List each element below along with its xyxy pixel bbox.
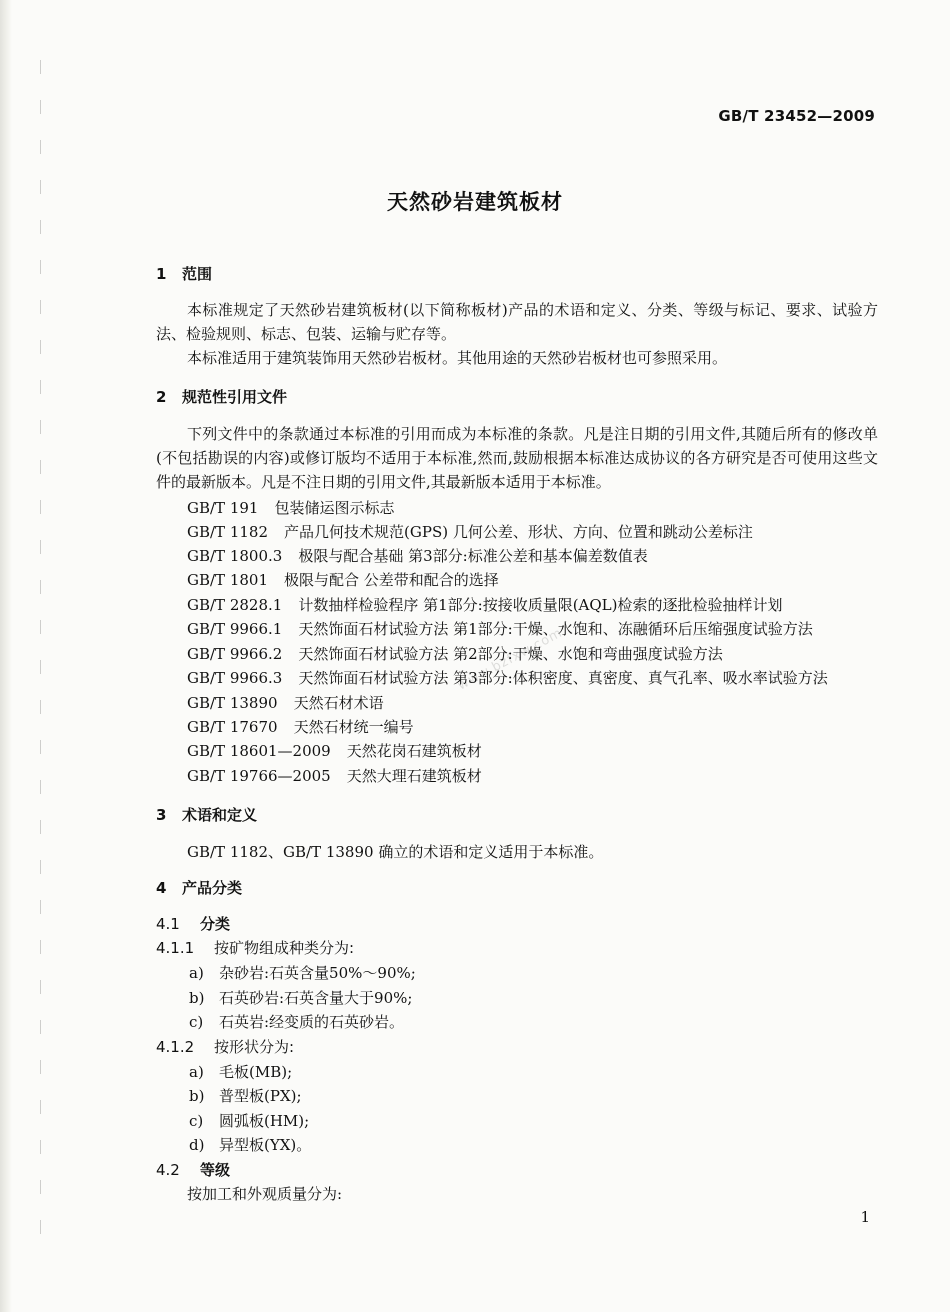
reference-code: GB/T 9966.2 [187, 645, 283, 663]
section-title: 按形状分为: [214, 1038, 295, 1056]
list-item-text: 石英砂岩:石英含量大于90%; [219, 989, 413, 1007]
list-item-label: b) [189, 989, 205, 1007]
list-item-label: d) [189, 1136, 205, 1154]
document-title: 天然砂岩建筑板材 [387, 190, 563, 214]
section-4-2-heading [156, 1159, 230, 1180]
list-item-text: 石英岩:经变质的石英砂岩。 [219, 1013, 405, 1031]
reference-item [187, 545, 648, 566]
section-number: 2 [156, 388, 167, 406]
section-title: 产品分类 [182, 879, 243, 897]
section-number: 3 [156, 806, 167, 824]
reference-item [187, 643, 723, 664]
page-number: 1 [860, 1208, 870, 1226]
reference-code: GB/T 9966.1 [187, 620, 283, 638]
reference-title: 天然饰面石材试验方法 第1部分:干燥、水饱和、冻融循环后压缩强度试验方法 [298, 620, 813, 638]
reference-code: GB/T 1182 [187, 523, 269, 541]
reference-title: 天然石材统一编号 [293, 718, 414, 736]
section-number: 4 [156, 879, 167, 897]
list-item-text: 异型板(YX)。 [219, 1136, 312, 1154]
reference-code: GB/T 18601—2009 [187, 742, 331, 760]
section-number: 4.2 [156, 1161, 180, 1179]
section-number: 4.1.2 [156, 1038, 195, 1056]
list-item-label: a) [189, 1063, 204, 1081]
reference-title: 产品几何技术规范(GPS) 几何公差、形状、方向、位置和跳动公差标注 [284, 523, 753, 541]
section-1-paragraph-2: 本标准适用于建筑装饰用天然砂岩板材。其他用途的天然砂岩板材也可参照采用。 [187, 349, 728, 367]
list-item [189, 1085, 302, 1106]
list-item [189, 1011, 404, 1032]
watermark: www.bzfxw.com [455, 625, 566, 694]
section-1-heading [156, 263, 212, 284]
list-item [189, 1110, 309, 1131]
reference-title: 天然饰面石材试验方法 第2部分:干燥、水饱和弯曲强度试验方法 [298, 645, 723, 663]
section-4-1-heading [156, 913, 230, 934]
reference-code: GB/T 13890 [187, 694, 278, 712]
section-2-paragraph: 下列文件中的条款通过本标准的引用而成为本标准的条款。凡是注日期的引用文件,其随后所有的修改单(不包括勘误的内容)或修订版均不适用于本标准,然而,鼓励根据本标准达成协议的各方研究是否可使用这些文件的最新版本。凡是不注日期的引用文件,其最新版本适用于本标准。 [156, 425, 878, 491]
reference-title: 天然花岗石建筑板材 [346, 742, 482, 760]
list-item-text: 杂砂岩:石英含量50%～90%; [219, 964, 416, 982]
section-3-paragraph: GB/T 1182、GB/T 13890 确立的术语和定义适用于本标准。 [187, 843, 604, 861]
section-title: 分类 [200, 915, 231, 933]
reference-item [187, 521, 753, 542]
reference-item [187, 618, 813, 639]
list-item [189, 1134, 311, 1155]
reference-item [187, 667, 828, 688]
reference-code: GB/T 17670 [187, 718, 278, 736]
list-item-label: a) [189, 964, 204, 982]
reference-code: GB/T 2828.1 [187, 596, 283, 614]
list-item [189, 962, 416, 983]
section-number: 4.1 [156, 915, 180, 933]
section-number: 4.1.1 [156, 939, 195, 957]
section-title: 规范性引用文件 [182, 388, 288, 406]
reference-code: GB/T 1801 [187, 571, 269, 589]
list-item [189, 1061, 292, 1082]
reference-title: 计数抽样检验程序 第1部分:按接收质量限(AQL)检索的逐批检验抽样计划 [298, 596, 783, 614]
reference-item [187, 594, 783, 615]
reference-title: 极限与配合基础 第3部分:标准公差和基本偏差数值表 [298, 547, 648, 565]
reference-code: GB/T 19766—2005 [187, 767, 331, 785]
reference-item [187, 497, 394, 518]
reference-title: 包装储运图示标志 [274, 499, 395, 517]
list-item-text: 毛板(MB); [219, 1063, 293, 1081]
reference-title: 天然石材术语 [293, 694, 384, 712]
section-title: 等级 [200, 1161, 231, 1179]
reference-title: 天然大理石建筑板材 [346, 767, 482, 785]
list-item-label: c) [189, 1112, 204, 1130]
section-1-paragraph-1: 本标准规定了天然砂岩建筑板材(以下简称板材)产品的术语和定义、分类、等级与标记、要求、试验方法、检验规则、标志、包装、运输与贮存等。 [156, 301, 878, 343]
section-3-heading [156, 804, 257, 825]
reference-item [187, 569, 499, 590]
list-item-label: c) [189, 1013, 204, 1031]
section-4-2-paragraph: 按加工和外观质量分为: [187, 1185, 343, 1203]
list-item-text: 圆弧板(HM); [219, 1112, 310, 1130]
reference-code: GB/T 191 [187, 499, 259, 517]
section-title: 范围 [182, 265, 213, 283]
section-4-1-1-heading [156, 937, 354, 958]
section-number: 1 [156, 265, 167, 283]
reference-title: 极限与配合 公差带和配合的选择 [284, 571, 499, 589]
list-item-label: b) [189, 1087, 205, 1105]
reference-item [187, 716, 414, 737]
reference-code: GB/T 1800.3 [187, 547, 283, 565]
reference-title: 天然饰面石材试验方法 第3部分:体积密度、真密度、真气孔率、吸水率试验方法 [298, 669, 828, 687]
reference-code: GB/T 9966.3 [187, 669, 283, 687]
reference-item [187, 692, 384, 713]
section-4-1-2-heading [156, 1036, 294, 1057]
section-title: 术语和定义 [182, 806, 258, 824]
list-item [189, 987, 412, 1008]
scan-binding-line [40, 60, 41, 1260]
reference-item [187, 765, 482, 786]
section-2-heading [156, 386, 287, 407]
section-4-heading [156, 877, 242, 898]
standard-number: GB/T 23452—2009 [718, 107, 875, 125]
list-item-text: 普型板(PX); [219, 1087, 302, 1105]
section-title: 按矿物组成种类分为: [214, 939, 355, 957]
reference-item [187, 740, 482, 761]
